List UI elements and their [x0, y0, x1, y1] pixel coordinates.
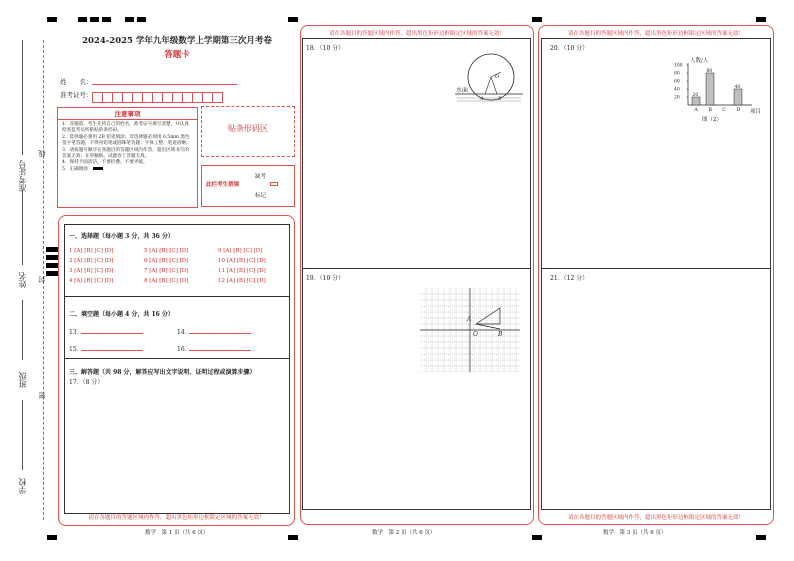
- side-xian: 线: [38, 150, 46, 157]
- side-line: [22, 40, 23, 155]
- segment-ob: [476, 324, 500, 329]
- name-field[interactable]: [92, 84, 237, 85]
- mc-q1[interactable]: 1 [A] [B] [C] [D]: [69, 248, 114, 254]
- fill-q15-input[interactable]: [81, 350, 143, 351]
- fill-q13-input[interactable]: [81, 333, 143, 334]
- side-zkzh: 准考证号: [18, 160, 27, 192]
- notice-item: 4．保持卡面清洁，不要折叠、不要弄破。: [62, 160, 148, 166]
- barcode-area: [201, 106, 295, 157]
- label-o: O: [473, 331, 478, 338]
- notice-item: 1．答题前，考生先将自己的姓名，准考证号填写清楚，并认真检查监考员所粘贴的条形码。: [62, 122, 189, 134]
- y-tick-label: 60: [674, 79, 680, 85]
- mc-q2[interactable]: 2 [A] [B] [C] [D]: [69, 258, 114, 264]
- mc-q5[interactable]: 5 [A] [B] [C] [D]: [144, 248, 189, 254]
- q19-label: 19．（10 分）: [306, 275, 345, 282]
- side-line: [22, 400, 23, 470]
- q18-figure: [455, 52, 525, 110]
- fill-sample-icon: [93, 167, 103, 170]
- bar-B: [706, 73, 714, 105]
- absent-checkbox[interactable]: [270, 182, 278, 186]
- mc-q7[interactable]: 7 [A] [B] [C] [D]: [144, 268, 189, 274]
- q18-label: 18．（10 分）: [306, 45, 345, 52]
- q19-figure: [420, 288, 520, 372]
- data-label-A: 20: [692, 92, 699, 98]
- fill-q16-input[interactable]: [189, 350, 251, 351]
- y-tick-label: 20: [674, 95, 680, 101]
- barcode-label: 贴条形码区: [228, 124, 268, 133]
- radius-oa: [485, 77, 491, 94]
- side-mi: 密: [38, 392, 46, 399]
- mc-q4[interactable]: 4 [A] [B] [C] [D]: [69, 278, 114, 284]
- side-line: [22, 190, 23, 265]
- side-name: 姓名: [18, 272, 27, 288]
- fill-q14-input[interactable]: [189, 333, 251, 334]
- bar-D: [734, 89, 742, 105]
- chart-ticks: [674, 63, 688, 101]
- question-divider: [541, 268, 771, 269]
- notice-item: 5．正确填涂: [62, 166, 88, 172]
- side-class: 班级: [18, 372, 27, 388]
- warning-note: 请在各题目的答题区域内作答，超出黑色矩形边框限定区域的答案无效！: [88, 515, 265, 521]
- q20-answer-area[interactable]: [541, 125, 771, 267]
- notice-item: 3．请按题号顺序在各题目的答题区域内作答，超出区域书写的答案无效；在草稿纸、试题卷上答题无效。: [62, 147, 189, 160]
- mc-q6[interactable]: 6 [A] [B] [C] [D]: [144, 258, 189, 264]
- q20-bar-chart: [672, 55, 772, 125]
- footer-page-2: 数学 第 2 页（共 6 页）: [372, 530, 436, 536]
- warning-note: 请在各题目的答题区域内作答，超出黑色矩形边框限定区域的答案无效！: [567, 31, 744, 37]
- section3-title: 三、解答题（共 98 分，解答应写出文字说明、证明过程或演算步骤）: [69, 369, 256, 376]
- q21-answer-area[interactable]: [541, 285, 771, 509]
- chart-xlabel: 项目: [750, 109, 762, 115]
- q20-label: 20．（10 分）: [550, 45, 589, 52]
- fill-q14-label: 14．: [177, 329, 191, 336]
- absent-box: [201, 165, 295, 207]
- label-a: A: [480, 96, 484, 102]
- notice-box: [57, 107, 198, 208]
- category-label-A: A: [694, 107, 698, 113]
- label-b: B: [498, 96, 502, 102]
- mc-q9[interactable]: 9 [A] [B] [C] [D]: [218, 248, 263, 254]
- chart-ylabel: 人数/人: [690, 58, 709, 64]
- mc-q10[interactable]: 10 [A] [B] [C] [D]: [218, 258, 266, 264]
- warning-note: 请在各题目的答题区域内作答，超出黑色矩形边框限定区域的答案无效！: [567, 515, 744, 521]
- notice-item: 2．选择题必须用 2B 铅笔填涂；非选择题必须用 0.5mm 黑色签字笔答题，不得用铅笔或圆珠笔答题；字体工整、笔迹清晰。: [62, 134, 191, 147]
- water-hatch: [457, 98, 521, 101]
- fill-q13-label: 13．: [69, 329, 83, 336]
- chart-caption: 图（2）: [702, 117, 722, 123]
- mc-q3[interactable]: 3 [A] [B] [C] [D]: [69, 268, 114, 274]
- label-b: B: [498, 331, 503, 338]
- q21-label: 21．（12 分）: [550, 275, 589, 282]
- exam-title: 2024-2025 学年九年级数学上学期第三次月考卷: [82, 36, 272, 46]
- section-divider: [64, 296, 290, 297]
- id-label: 准考证号：: [60, 91, 93, 99]
- notice-title: 注意事项: [58, 108, 197, 120]
- side-feng: 封: [38, 276, 46, 283]
- warning-note: 请在各题目的答题区域内作答，超出黑色矩形边框限定区域的答案无效！: [328, 31, 505, 37]
- absent-mark1: 缺考: [255, 174, 267, 180]
- card-subtitle: 答题卡: [164, 50, 190, 60]
- mc-q12[interactable]: 12 [A] [B] [C] [D]: [218, 278, 266, 284]
- section-divider: [64, 358, 290, 359]
- category-label-D: D: [736, 107, 741, 113]
- y-tick-label: 100: [674, 63, 683, 69]
- section2-title: 二、填空题（每小题 4 分，共 16 分）: [69, 311, 174, 318]
- data-label-D: 40: [734, 84, 741, 90]
- fill-q16-label: 16．: [177, 346, 191, 353]
- absent-label: 此栏考生禁填: [206, 182, 240, 188]
- category-label-C: C: [722, 107, 727, 113]
- footer-page-1: 数学 第 1 页（共 6 页）: [145, 530, 209, 536]
- y-tick-label: 40: [674, 87, 680, 93]
- label-o: O: [495, 74, 500, 80]
- side-line: [22, 300, 23, 360]
- category-label-B: B: [708, 107, 712, 113]
- section1-title: 一、选择题（每小题 3 分，共 36 分）: [69, 233, 174, 240]
- q17-answer-area[interactable]: [64, 387, 290, 513]
- absent-mark2: 标记: [255, 193, 267, 199]
- chart-bars: [692, 68, 742, 113]
- q17-label: 17．（8 分）: [69, 379, 104, 386]
- triangle: [476, 308, 500, 324]
- footer-page-3: 数学 第 3 页（共 6 页）: [603, 530, 667, 536]
- question-divider: [302, 268, 531, 269]
- label-a: A: [467, 316, 472, 323]
- mc-q8[interactable]: 8 [A] [B] [C] [D]: [144, 278, 189, 284]
- bar-A: [692, 97, 700, 105]
- water-label: 水面: [456, 87, 469, 94]
- name-label: 姓 名：: [60, 78, 93, 86]
- mc-q11[interactable]: 11 [A] [B] [C] [D]: [218, 268, 266, 274]
- side-school: 学校: [18, 478, 27, 494]
- data-label-B: 80: [706, 68, 713, 74]
- id-field[interactable]: [92, 88, 222, 107]
- y-tick-label: 80: [674, 71, 680, 77]
- fill-q15-label: 15．: [69, 346, 83, 353]
